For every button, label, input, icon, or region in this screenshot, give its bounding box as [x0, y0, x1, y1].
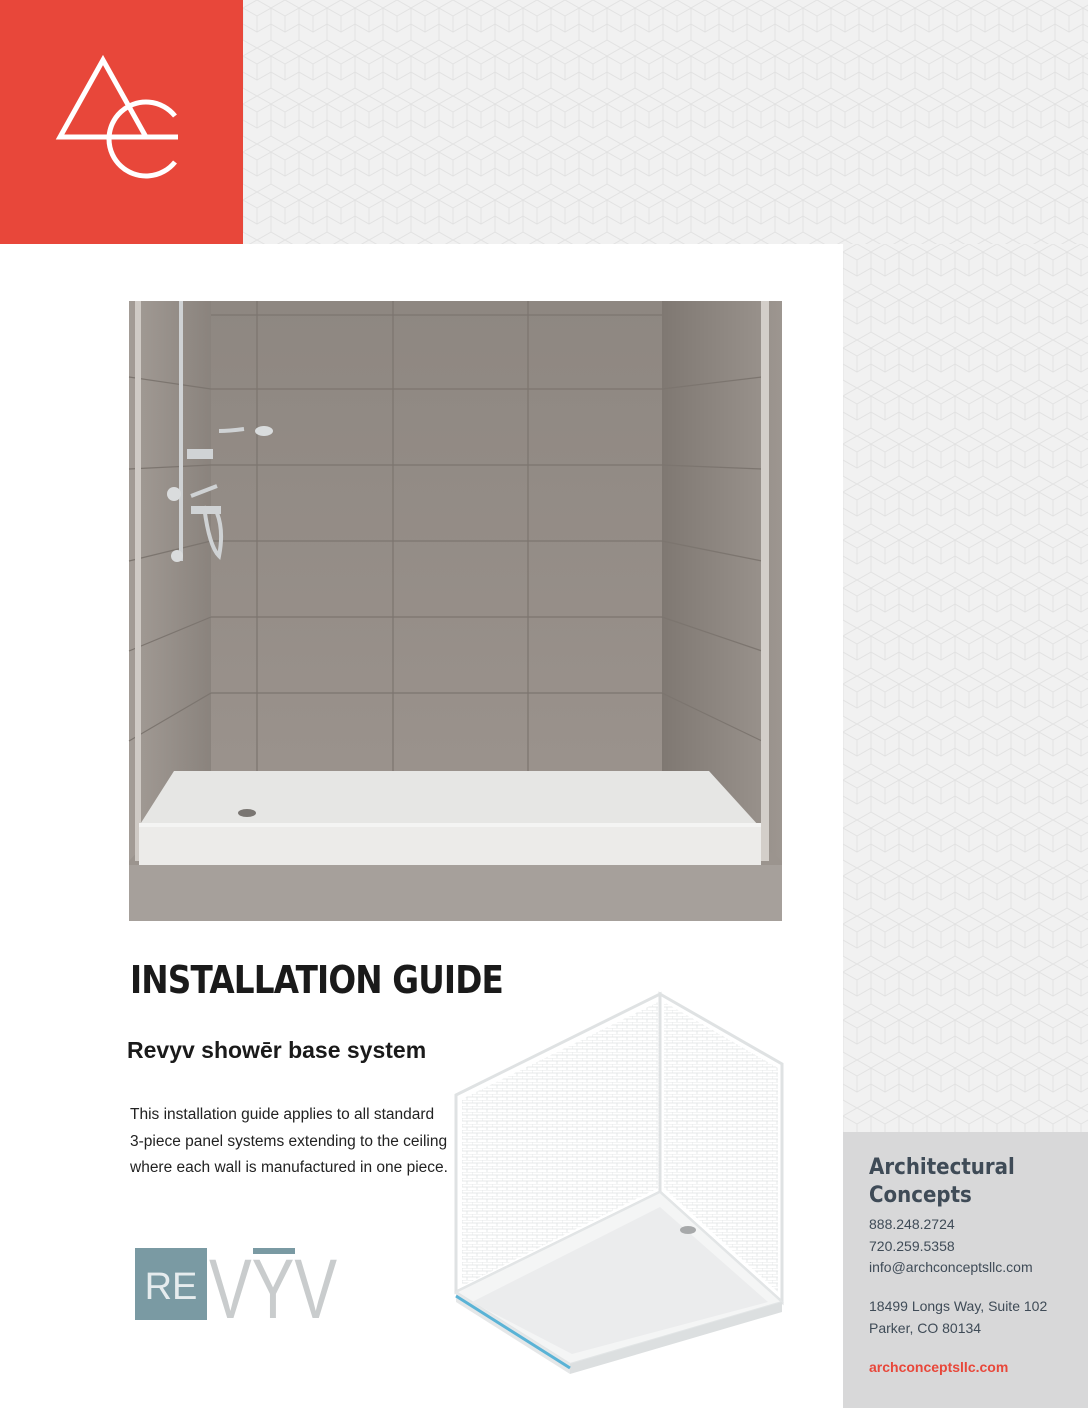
- address-line-2: Parker, CO 80134: [869, 1320, 982, 1336]
- shower-photo: [129, 301, 782, 921]
- phone-2[interactable]: 720.259.5358: [869, 1238, 955, 1254]
- shower-illustration: [129, 301, 782, 921]
- address-line-1: 18499 Longs Way, Suite 102: [869, 1298, 1048, 1314]
- revyv-logo: [135, 1242, 340, 1336]
- revyv-logo-mark: [135, 1242, 340, 1336]
- page-subtitle: Revyv showēr base system: [127, 1037, 427, 1063]
- cube-pattern: [243, 0, 1088, 244]
- ac-logo-mark: [0, 0, 243, 244]
- shower-base-drawing: [452, 992, 784, 1376]
- side-pattern: [843, 244, 1088, 1132]
- contact-panel: [843, 1132, 1088, 1408]
- email-link[interactable]: info@archconceptsllc.com: [869, 1259, 1033, 1275]
- description-line: where each wall is manufactured in one piece.: [130, 1159, 448, 1176]
- description: [130, 1102, 450, 1182]
- revyv-logo-re: RE: [144, 1266, 198, 1308]
- ac-logo: [0, 0, 243, 244]
- website-link[interactable]: archconceptsllc.com: [869, 1359, 1009, 1375]
- phone-1[interactable]: 888.248.2724: [869, 1216, 955, 1232]
- cube-pattern: [843, 244, 1088, 1132]
- header-pattern: [243, 0, 1088, 244]
- description-line: 3-piece panel systems extending to the ceiling: [130, 1132, 448, 1150]
- page-title: INSTALLATION GUIDE: [130, 958, 503, 1002]
- company-name: Architectural Concepts: [869, 1155, 1015, 1208]
- shower-base-illustration: [452, 992, 784, 1376]
- revyv-logo-vyv: VYV: [209, 1242, 337, 1336]
- description-line: This installation guide applies to all standard: [130, 1106, 435, 1123]
